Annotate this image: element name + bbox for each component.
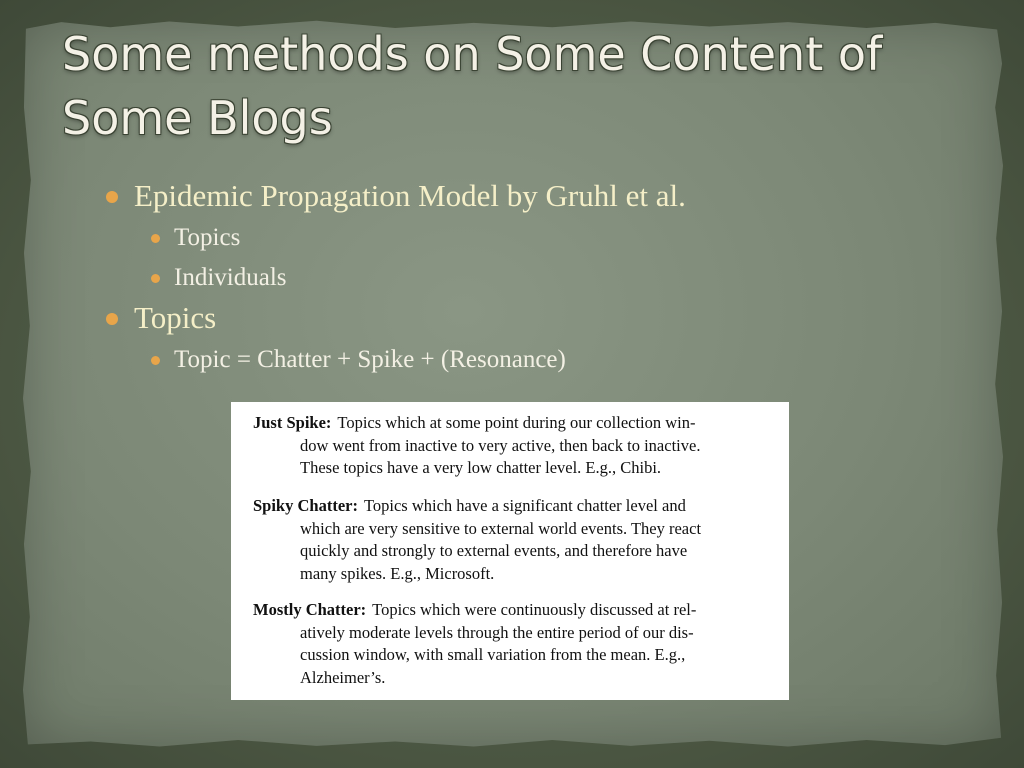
slide-title [62,22,922,150]
bullet-text: Topics [134,300,217,335]
title-line-2: Some Blogs [62,91,333,145]
definition-line: dow went from inactive to very active, then back to inactive. [300,435,701,455]
bullet-text: Epidemic Propagation Model by Gruhl et al. [134,178,686,213]
definition-line: which are very sensitive to external world events. They react [300,518,702,538]
bullet-dot-icon [106,313,118,325]
sub-bullet-text: Topic = Chatter + Spike + (Resonance) [174,346,566,373]
bullet-dot-icon [151,234,160,243]
sub-bullet-item [104,340,686,380]
definition-spiky-chatter [253,495,765,585]
definition-term: Mostly Chatter: [253,600,367,619]
definitions-figure [231,402,789,700]
definition-line: These topics have a very low chatter level. E.g., Chibi. [300,458,662,477]
bullet-dot-icon [106,191,118,203]
definition-line: Topics which at some point during our collection win- [337,413,696,432]
definition-line: cussion window, with small variation from the mean. E.g., [300,645,686,664]
definition-line: many spikes. E.g., Microsoft. [300,563,495,583]
bullet-item [104,298,686,338]
definition-line: Topics which were continuously discussed at rel- [372,600,697,619]
sub-bullet-text: Topics [174,224,241,251]
bullet-dot-icon [151,356,160,365]
definition-line: atively moderate levels through the entire period of our dis- [300,622,694,642]
title-line-1: Some methods on Some Content of [62,27,883,81]
definition-line: Alzheimer’s. [300,667,386,687]
definition-term: Spiky Chatter: [253,496,358,515]
bullet-list [104,176,686,380]
bullet-item [104,176,686,216]
bullet-dot-icon [151,274,160,283]
sub-bullet-item [104,218,686,258]
definition-term: Just Spike: [253,413,332,432]
definition-just-spike [253,412,765,480]
definition-mostly-chatter [253,599,765,689]
definition-line: quickly and strongly to external events, and therefore have [300,541,688,560]
definition-line: Topics which have a significant chatter level and [363,496,686,515]
sub-bullet-text: Individuals [174,264,287,291]
sub-bullet-item [104,258,686,298]
